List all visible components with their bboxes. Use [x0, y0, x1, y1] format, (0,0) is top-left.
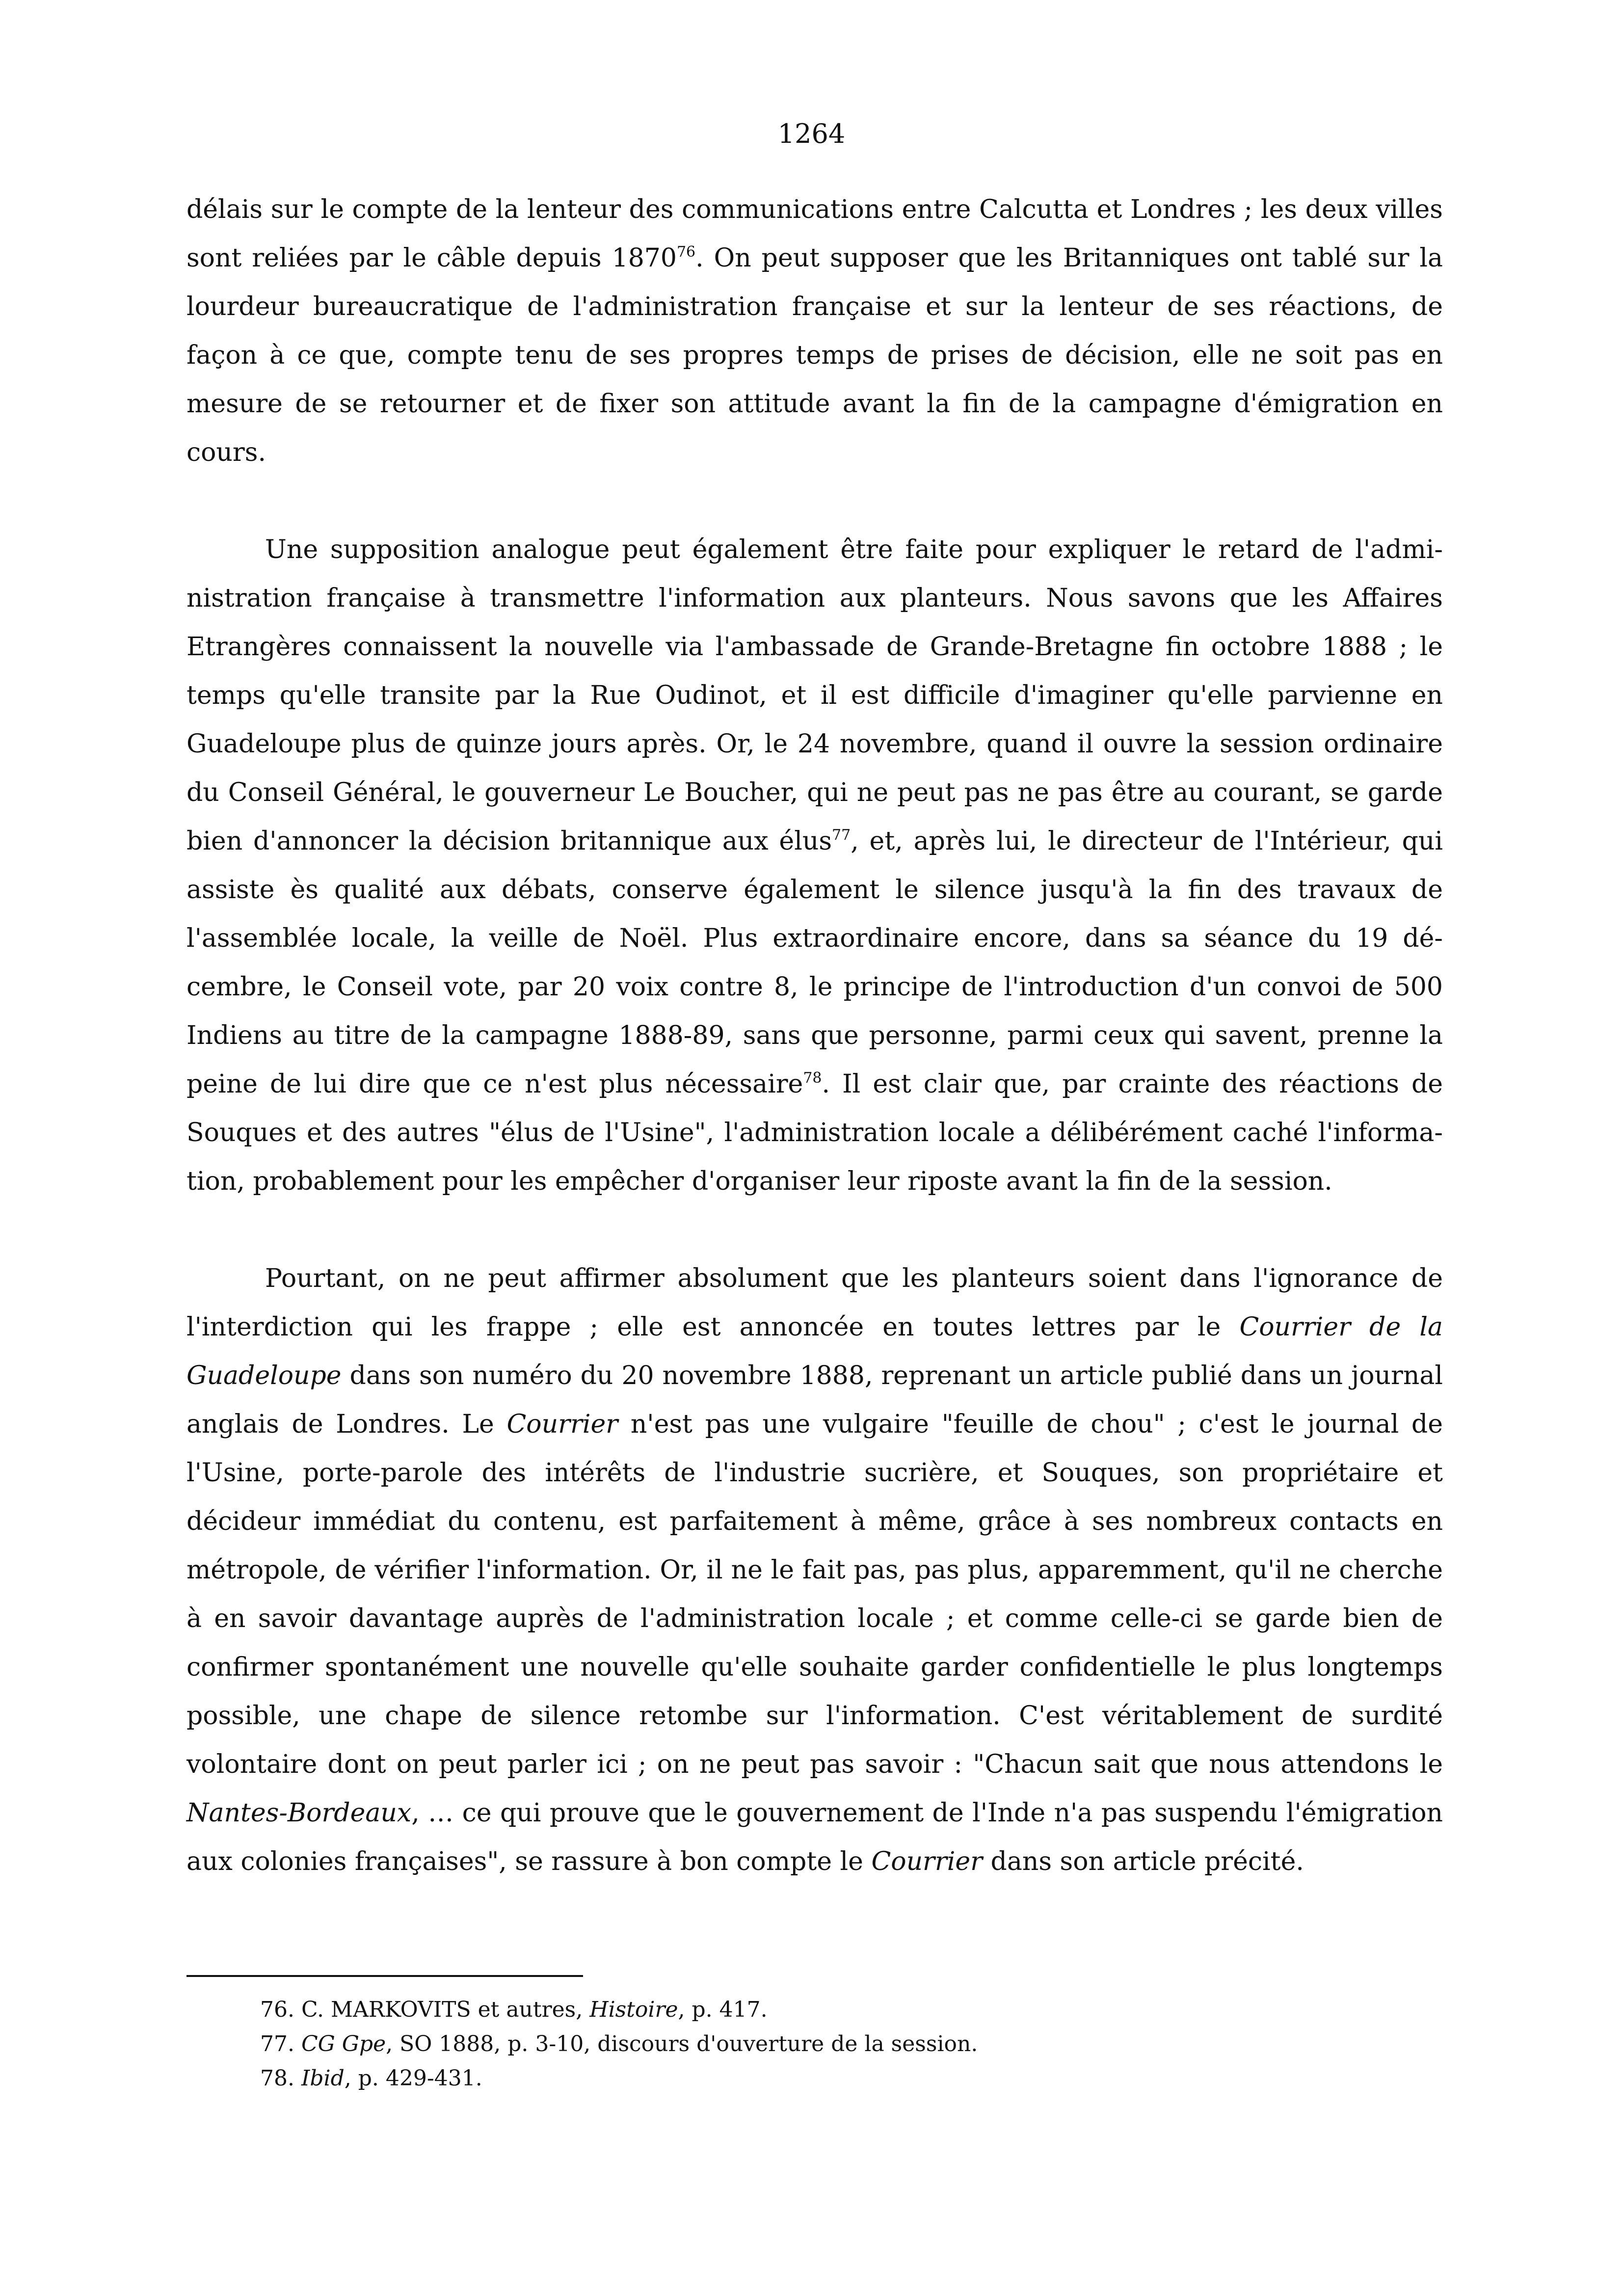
footnote-separator: [186, 1975, 583, 1977]
text-run: Pourtant, on ne peut affirmer absolument que les planteurs soient dans l'ignorance de l'interdiction qui les frappe ; elle est annoncée en toutes lettres par le: [186, 1264, 1443, 1342]
footnote-reference: 76: [676, 243, 696, 261]
paragraph: [186, 1255, 1443, 1886]
footnote: [260, 2061, 1438, 2096]
italic-text: Histoire: [589, 1997, 678, 2022]
body-text: [186, 186, 1443, 1886]
italic-text: Courrier de la Guadeloupe: [186, 1312, 1443, 1390]
italic-text: CG Gpe: [301, 2031, 386, 2056]
italic-text: Ibid: [301, 2066, 345, 2091]
text-run: . On peut supposer que les Britanniques ont tablé sur la lourdeur bureaucratique de l'administration française et sur la lenteur de ses réactions, de façon à ce que, compte tenu de ses propres temps de prises de décision, elle ne soit pas en mesure de se retourner et de fixer son attitude avant la fin de la campagne d'émigration en cours.: [186, 243, 1443, 467]
text-run: Une supposition analogue peut également être faite pour expliquer le retard de l'administration française à transmettre l'information aux planteurs. Nous savons que les Affaires Etrangères connaissent la nouvelle via l'ambassade de Grande-Bretagne fin octobre 1888 ; le temps qu'elle transite par la Rue Oudinot, et il est difficile d'imaginer qu'elle parvienne en Guadeloupe plus de quinze jours après. Or, le 24 novembre, quand il ouvre la session ordinaire du Conseil Général, le gouverneur Le Boucher, qui ne peut pas ne pas être au courant, se garde bien d'annoncer la décision britannique aux élus: [186, 535, 1443, 856]
italic-text: Courrier: [871, 1847, 983, 1876]
italic-text: Courrier: [506, 1410, 618, 1439]
text-run: , p. 429-431.: [344, 2066, 482, 2091]
text-run: n'est pas une vulgaire "feuille de chou" ; c'est le journal de l'Usine, porte-parole des intérêts de l'industrie sucrière, et Souques, son propriétaire et décideur immédiat du contenu, est parfaitement à même, grâce à ses nombreux contacts en métropole, de vérifier l'information. Or, il ne le fait pas, pas plus, apparemment, qu'il ne cherche à en savoir davantage auprès de l'administration locale ; et comme celle-ci se garde bien de confirmer spontanément une nouvelle qu'elle souhaite garder confidentielle le plus longtemps possible, une chape de silence retombe sur l'information. C'est véritablement de surdité volontaire dont on peut parler ici ; on ne peut pas savoir : "Chacun sait que nous attendons le: [186, 1410, 1443, 1779]
text-run: , p. 417.: [678, 1997, 768, 2022]
text-run: , … ce qui prouve que le gouvernement de l'Inde n'a pas suspendu l'émigration aux colonies françaises", se rassure à bon compte le: [186, 1798, 1443, 1876]
footnote-reference: 78: [803, 1069, 822, 1087]
text-run: , et, après lui, le directeur de l'Intérieur, qui assiste ès qualité aux débats, conserve également le silence jusqu'à la fin des travaux de l'assemblée locale, la veille de Noël. Plus extraordinaire encore, dans sa séance du 19 décembre, le Conseil vote, par 20 voix contre 8, le principe de l'introduction d'un convoi de 500 Indiens au titre de la campagne 1888-89, sans que personne, parmi ceux qui savent, prenne la peine de lui dire que ce n'est plus nécessaire: [186, 827, 1443, 1099]
footnote: [260, 2027, 1438, 2061]
text-run: 78.: [260, 2066, 301, 2091]
text-run: délais sur le compte de la lenteur des communications entre Calcutta et Londres ; les deux villes sont reliées par le câble depuis 1870: [186, 195, 1443, 273]
text-run: 76. C. MARKOVITS et autres,: [260, 1997, 590, 2022]
text-run: 77.: [260, 2031, 301, 2056]
paragraph: [186, 526, 1443, 1206]
text-run: dans son article précité.: [983, 1847, 1304, 1876]
page-number: 1264: [777, 118, 846, 149]
text-run: . Il est clair que, par crainte des réactions de Souques et des autres "élus de l'Usine", l'administration locale a délibérément caché l'information, probablement pour les empêcher d'organiser leur riposte avant la fin de la session.: [186, 1069, 1443, 1196]
footnote: [260, 1993, 1438, 2027]
text-run: dans son numéro du 20 novembre 1888, reprenant un article publié dans un journal anglais de Londres. Le: [186, 1361, 1443, 1439]
text-run: , SO 1888, p. 3-10, discours d'ouverture de la session.: [386, 2031, 978, 2056]
footnote-reference: 77: [832, 827, 851, 844]
paragraph: [186, 186, 1443, 477]
italic-text: Nantes-Bordeaux: [186, 1798, 412, 1828]
footnotes: [260, 1993, 1438, 2096]
